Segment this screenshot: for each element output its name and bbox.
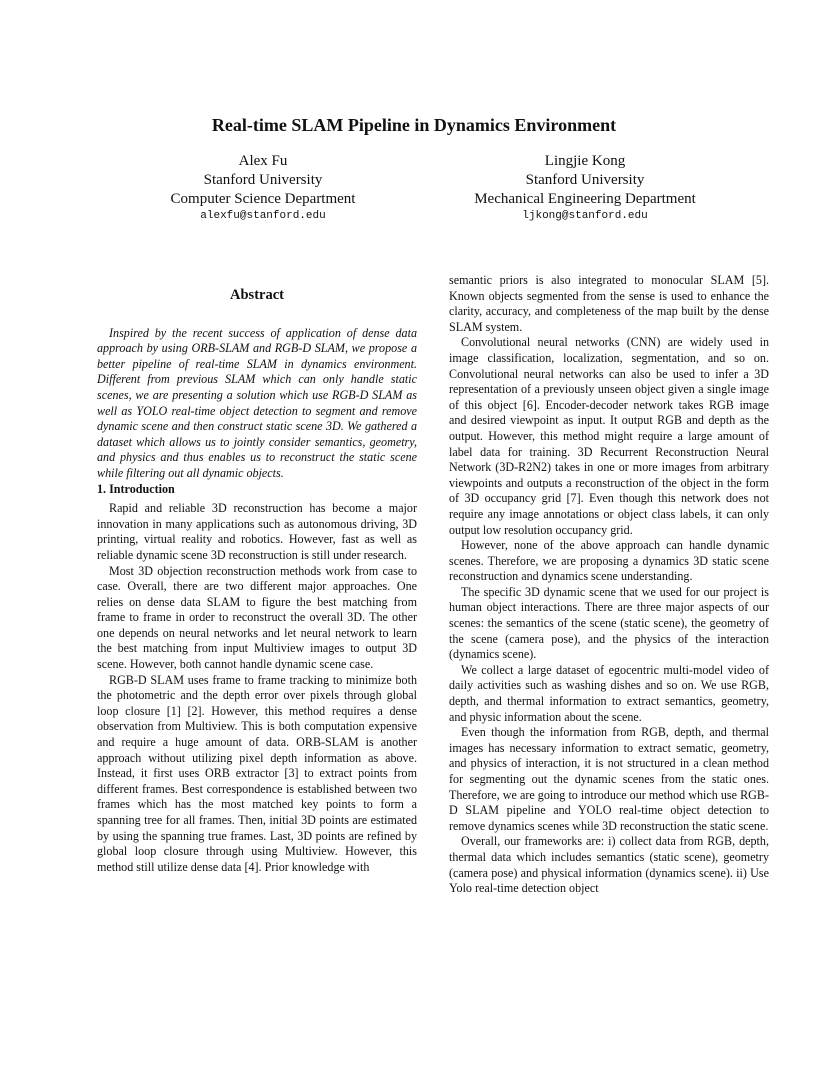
author-affiliation: Stanford University [525,172,645,188]
paper-title: Real-time SLAM Pipeline in Dynamics Environment [211,115,617,135]
author-name: Alex Fu [238,153,288,169]
body-paragraph: Overall, our frameworks are: i) collect data from RGB, depth, thermal data which includes semantics (static scene), geometry (camera pose) and physical information (dynamics scene). ii) Use Yolo real-time detection object [449,834,769,896]
body-paragraph: RGB-D SLAM uses frame to frame tracking to minimize both the photometric and the depth error over pixels through global loop closure [1] [2]. However, this method requires a dense observation from Multiview. This is both computation expensive and require a huge amount of data. ORB-SLAM is another approach without utilizing pixel depth information as above. Instead, it first uses ORB extractor [3] to extract points from different frames. Best correspondence is established between two frames which has the most matched key points to form a spanning tree for all frames. Then, initial 3D points are estimated by using the spanning true frames. Last, 3D points are refined by global loop closure through using Multiview. However, this method still utilize dense data [4]. Prior knowledge with [97,672,417,874]
author-department: Computer Science Department [170,191,356,207]
body-paragraph: Most 3D objection reconstruction methods work from case to case. Overall, there are two different major approaches. One relies on dense data SLAM to figure the best matching from frame to frame in order to reconstruct the overall 3D. The other one depends on neural networks and let neural network to learn the best matching from input Multiview images to output 3D scene. However, both cannot handle dynamic scene case. [97,563,417,672]
author-block-2 [455,152,715,224]
abstract-heading: Abstract [230,287,284,303]
abstract-text: Inspired by the recent success of application of dense data approach by using ORB-SLAM and RGB-D SLAM, we propose a better pipeline of real-time SLAM in dynamics environment. Different from previous SLAM which can only handle static scenes, we are presenting a solution which use RGB-D SLAM as well as YOLO real-time object detection to segment and remove dynamic scene and then construct static scene 3D. We gathered a dataset which allows us to jointly consider semantics, geometry, and physics and thus enables us to reconstruct the static scene while filtering out all dynamic objects. [97,325,417,480]
body-paragraph: Even though the information from RGB, depth, and thermal images has necessary information to extract sematic, geometry, and physics of interaction, it is not structured in a clean method for segmenting out the dynamic scenes from the static ones. Therefore, we are going to introduce our method which use RGB-D SLAM pipeline and YOLO real-time object detection to remove dynamics scenes while 3D reconstruction the static scene. [449,725,769,833]
body-paragraph: However, none of the above approach can handle dynamic scenes. Therefore, we are proposing a dynamics 3D static scene reconstruction and dynamics scene understanding. [449,538,769,584]
body-paragraph: The specific 3D dynamic scene that we used for our project is human object interactions. There are three major aspects of our scenes: the semantics of the scene (static scene), the geometry of the scene (camera pose), and the physics of the interaction (dynamics scene). [449,584,769,662]
author-name: Lingjie Kong [544,153,626,169]
author-affiliation: Stanford University [203,172,323,188]
section-heading-introduction: 1. Introduction [97,481,175,496]
body-paragraph-continued: semantic priors is also integrated to monocular SLAM [5]. Known objects segmented from the sense is used to enhance the clarity, accuracy, and completeness of the map built by the dense SLAM system. [449,273,769,334]
author-department: Mechanical Engineering Department [474,191,696,207]
left-column [97,288,417,875]
author-email: alexfu@stanford.edu [200,210,326,222]
author-block-1 [138,152,388,224]
author-email: ljkong@stanford.edu [522,210,648,222]
right-column [449,273,769,897]
body-paragraph: Convolutional neural networks (CNN) are widely used in image classification, localization, segmentation, and so on. Convolutional neural networks can also be used to infer a 3D representation of a previously unseen object given a single image of this object [6]. Encoder-decoder network takes RGB image and desired viewpoint as input. It output RGB and depth as the output. However, this method might require a large amount of label data for training. 3D Recurrent Reconstruction Neural Network (3D-R2N2) takes in one or more images from arbitrary viewpoints and outputs a reconstruction of the object in the form of 3D occupancy grid [7]. Even though this network does not require any image annotations or object class labels, it can only output low resolution occupancy grid. [449,335,769,537]
body-paragraph: We collect a large dataset of egocentric multi-model video of daily activities such as washing dishes and so on. We use RGB, depth, and thermal information to extract semantics, geometry, and physic information about the scene. [449,662,769,724]
body-paragraph: Rapid and reliable 3D reconstruction has become a major innovation in many applications such as autonomous driving, 3D printing, virtual reality and robotics. However, fast as well as reliable dynamic scene 3D reconstruction is still under research. [97,501,417,562]
